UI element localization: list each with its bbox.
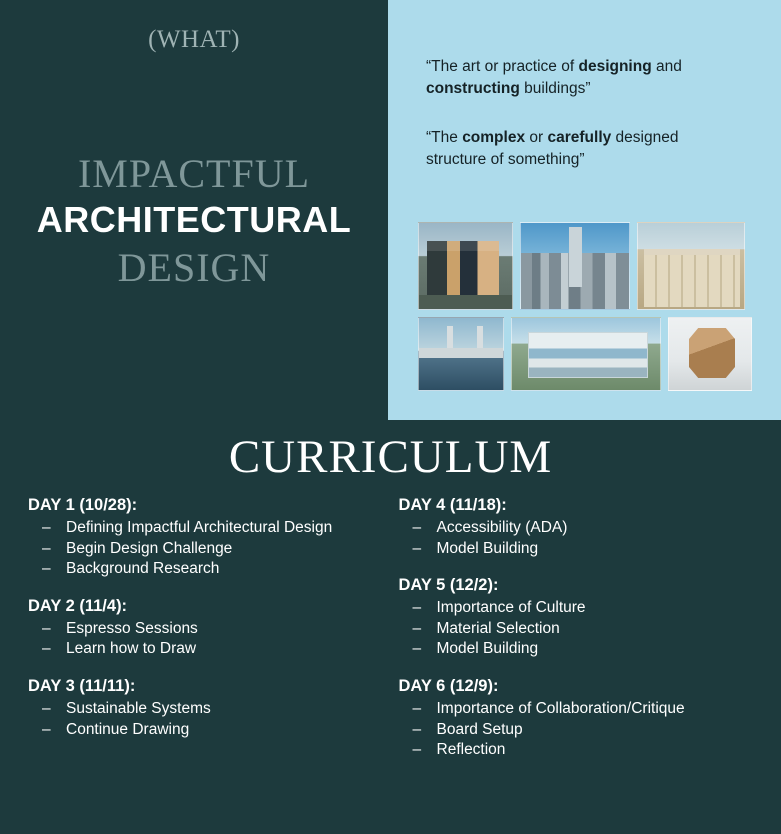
list-item-label: Board Setup <box>436 720 523 738</box>
photo-community-building <box>511 317 661 391</box>
title-panel <box>0 0 388 420</box>
definition-text: or <box>525 128 548 146</box>
curriculum-day-block <box>28 597 391 660</box>
bullet-dash: – <box>42 720 51 738</box>
bullet-dash: – <box>42 640 51 658</box>
bullet-dash: – <box>412 720 422 738</box>
curriculum-day-heading: DAY 2 (11/4): <box>28 596 128 615</box>
curriculum-day-block <box>399 677 781 761</box>
list-item-label: Continue Drawing <box>66 720 190 738</box>
list-item-label: Model Building <box>436 539 539 557</box>
list-item-label: Reflection <box>436 741 506 759</box>
definition-text: and <box>651 58 682 75</box>
bullet-dash: – <box>412 599 422 617</box>
list-item <box>28 639 391 660</box>
definition-quote-1 <box>426 56 741 101</box>
list-item-label: Model Building <box>436 640 539 658</box>
list-item-label: Learn how to Draw <box>66 640 197 658</box>
definition-text: “The <box>426 128 463 146</box>
list-item-label: Accessibility (ADA) <box>436 519 568 536</box>
curriculum-day-list <box>28 619 391 660</box>
list-item <box>28 559 391 580</box>
photo-wooden-pod <box>668 317 752 391</box>
definition-text: buildings” <box>519 80 591 98</box>
list-item <box>399 699 781 720</box>
list-item <box>399 598 781 619</box>
curriculum-day-heading: DAY 4 (11/18): <box>398 496 507 514</box>
bullet-dash: – <box>412 539 422 557</box>
list-item <box>28 720 391 741</box>
curriculum-title: CURRICULUM <box>228 431 553 483</box>
photo-modular-shelter <box>637 222 745 310</box>
curriculum-left-column <box>0 496 391 778</box>
curriculum-columns <box>0 484 781 778</box>
list-item-label: Begin Design Challenge <box>66 539 233 557</box>
curriculum-day-list <box>28 699 391 740</box>
list-item <box>399 539 781 560</box>
page-title <box>0 150 388 291</box>
photo-row-top <box>418 222 754 310</box>
list-item <box>399 639 781 660</box>
bullet-dash: – <box>412 640 422 658</box>
curriculum-day-list <box>399 699 781 761</box>
curriculum-day-heading: DAY 6 (12/9): <box>398 677 499 696</box>
curriculum-day-list <box>28 518 391 580</box>
photo-city-skyline <box>520 222 630 310</box>
curriculum-day-heading: DAY 3 (11/11): <box>28 677 136 696</box>
curriculum-day-block <box>28 677 391 740</box>
list-item-label: Background Research <box>66 560 220 578</box>
photo-modern-house <box>418 222 513 310</box>
definition-text: designed structure of something” <box>426 128 679 169</box>
bullet-dash: – <box>412 741 422 759</box>
bullet-dash: – <box>412 700 422 718</box>
list-item-label: Material Selection <box>436 619 560 637</box>
list-item <box>28 539 391 560</box>
list-item-label: Defining Impactful Architectural Design <box>66 519 333 536</box>
list-item <box>399 518 781 539</box>
curriculum-right-column <box>391 496 781 778</box>
curriculum-day-block <box>399 576 781 660</box>
photo-row-bottom <box>418 317 754 391</box>
list-item <box>28 518 391 539</box>
list-item <box>399 720 781 741</box>
list-item-label: Espresso Sessions <box>66 619 198 637</box>
photo-grid <box>418 222 754 398</box>
definition-keyword: designing <box>578 58 652 75</box>
list-item-label: Importance of Collaboration/Critique <box>436 700 685 718</box>
curriculum-day-block <box>28 496 391 580</box>
bullet-dash: – <box>42 700 51 718</box>
title-line-1: IMPACTFUL <box>77 151 311 196</box>
bullet-dash: – <box>42 539 51 557</box>
bullet-dash: – <box>42 560 51 578</box>
definition-panel <box>388 0 781 420</box>
list-item <box>399 619 781 640</box>
definition-keyword: constructing <box>426 80 520 98</box>
list-item-label: Sustainable Systems <box>66 700 211 718</box>
section-label: (WHAT) <box>148 26 240 53</box>
curriculum-day-list <box>399 598 781 660</box>
photo-bridge <box>418 317 504 391</box>
curriculum-day-heading: DAY 1 (10/28): <box>28 496 138 514</box>
bullet-dash: – <box>42 619 51 637</box>
list-item <box>399 740 781 761</box>
bullet-dash: – <box>42 519 51 536</box>
definition-quote-2 <box>426 127 741 172</box>
list-item-label: Importance of Culture <box>436 599 586 617</box>
title-line-2: ARCHITECTURAL <box>36 199 352 241</box>
definition-keyword: carefully <box>547 128 612 146</box>
list-item <box>28 699 391 720</box>
curriculum-section <box>0 420 781 834</box>
title-line-3: DESIGN <box>117 244 271 290</box>
bullet-dash: – <box>412 519 422 536</box>
definition-keyword: complex <box>462 128 526 146</box>
curriculum-day-list <box>399 518 781 559</box>
curriculum-day-block <box>399 496 781 559</box>
bullet-dash: – <box>412 619 422 637</box>
curriculum-day-heading: DAY 5 (12/2): <box>398 576 499 595</box>
definition-text: “The art or practice of <box>426 58 579 75</box>
list-item <box>28 619 391 640</box>
